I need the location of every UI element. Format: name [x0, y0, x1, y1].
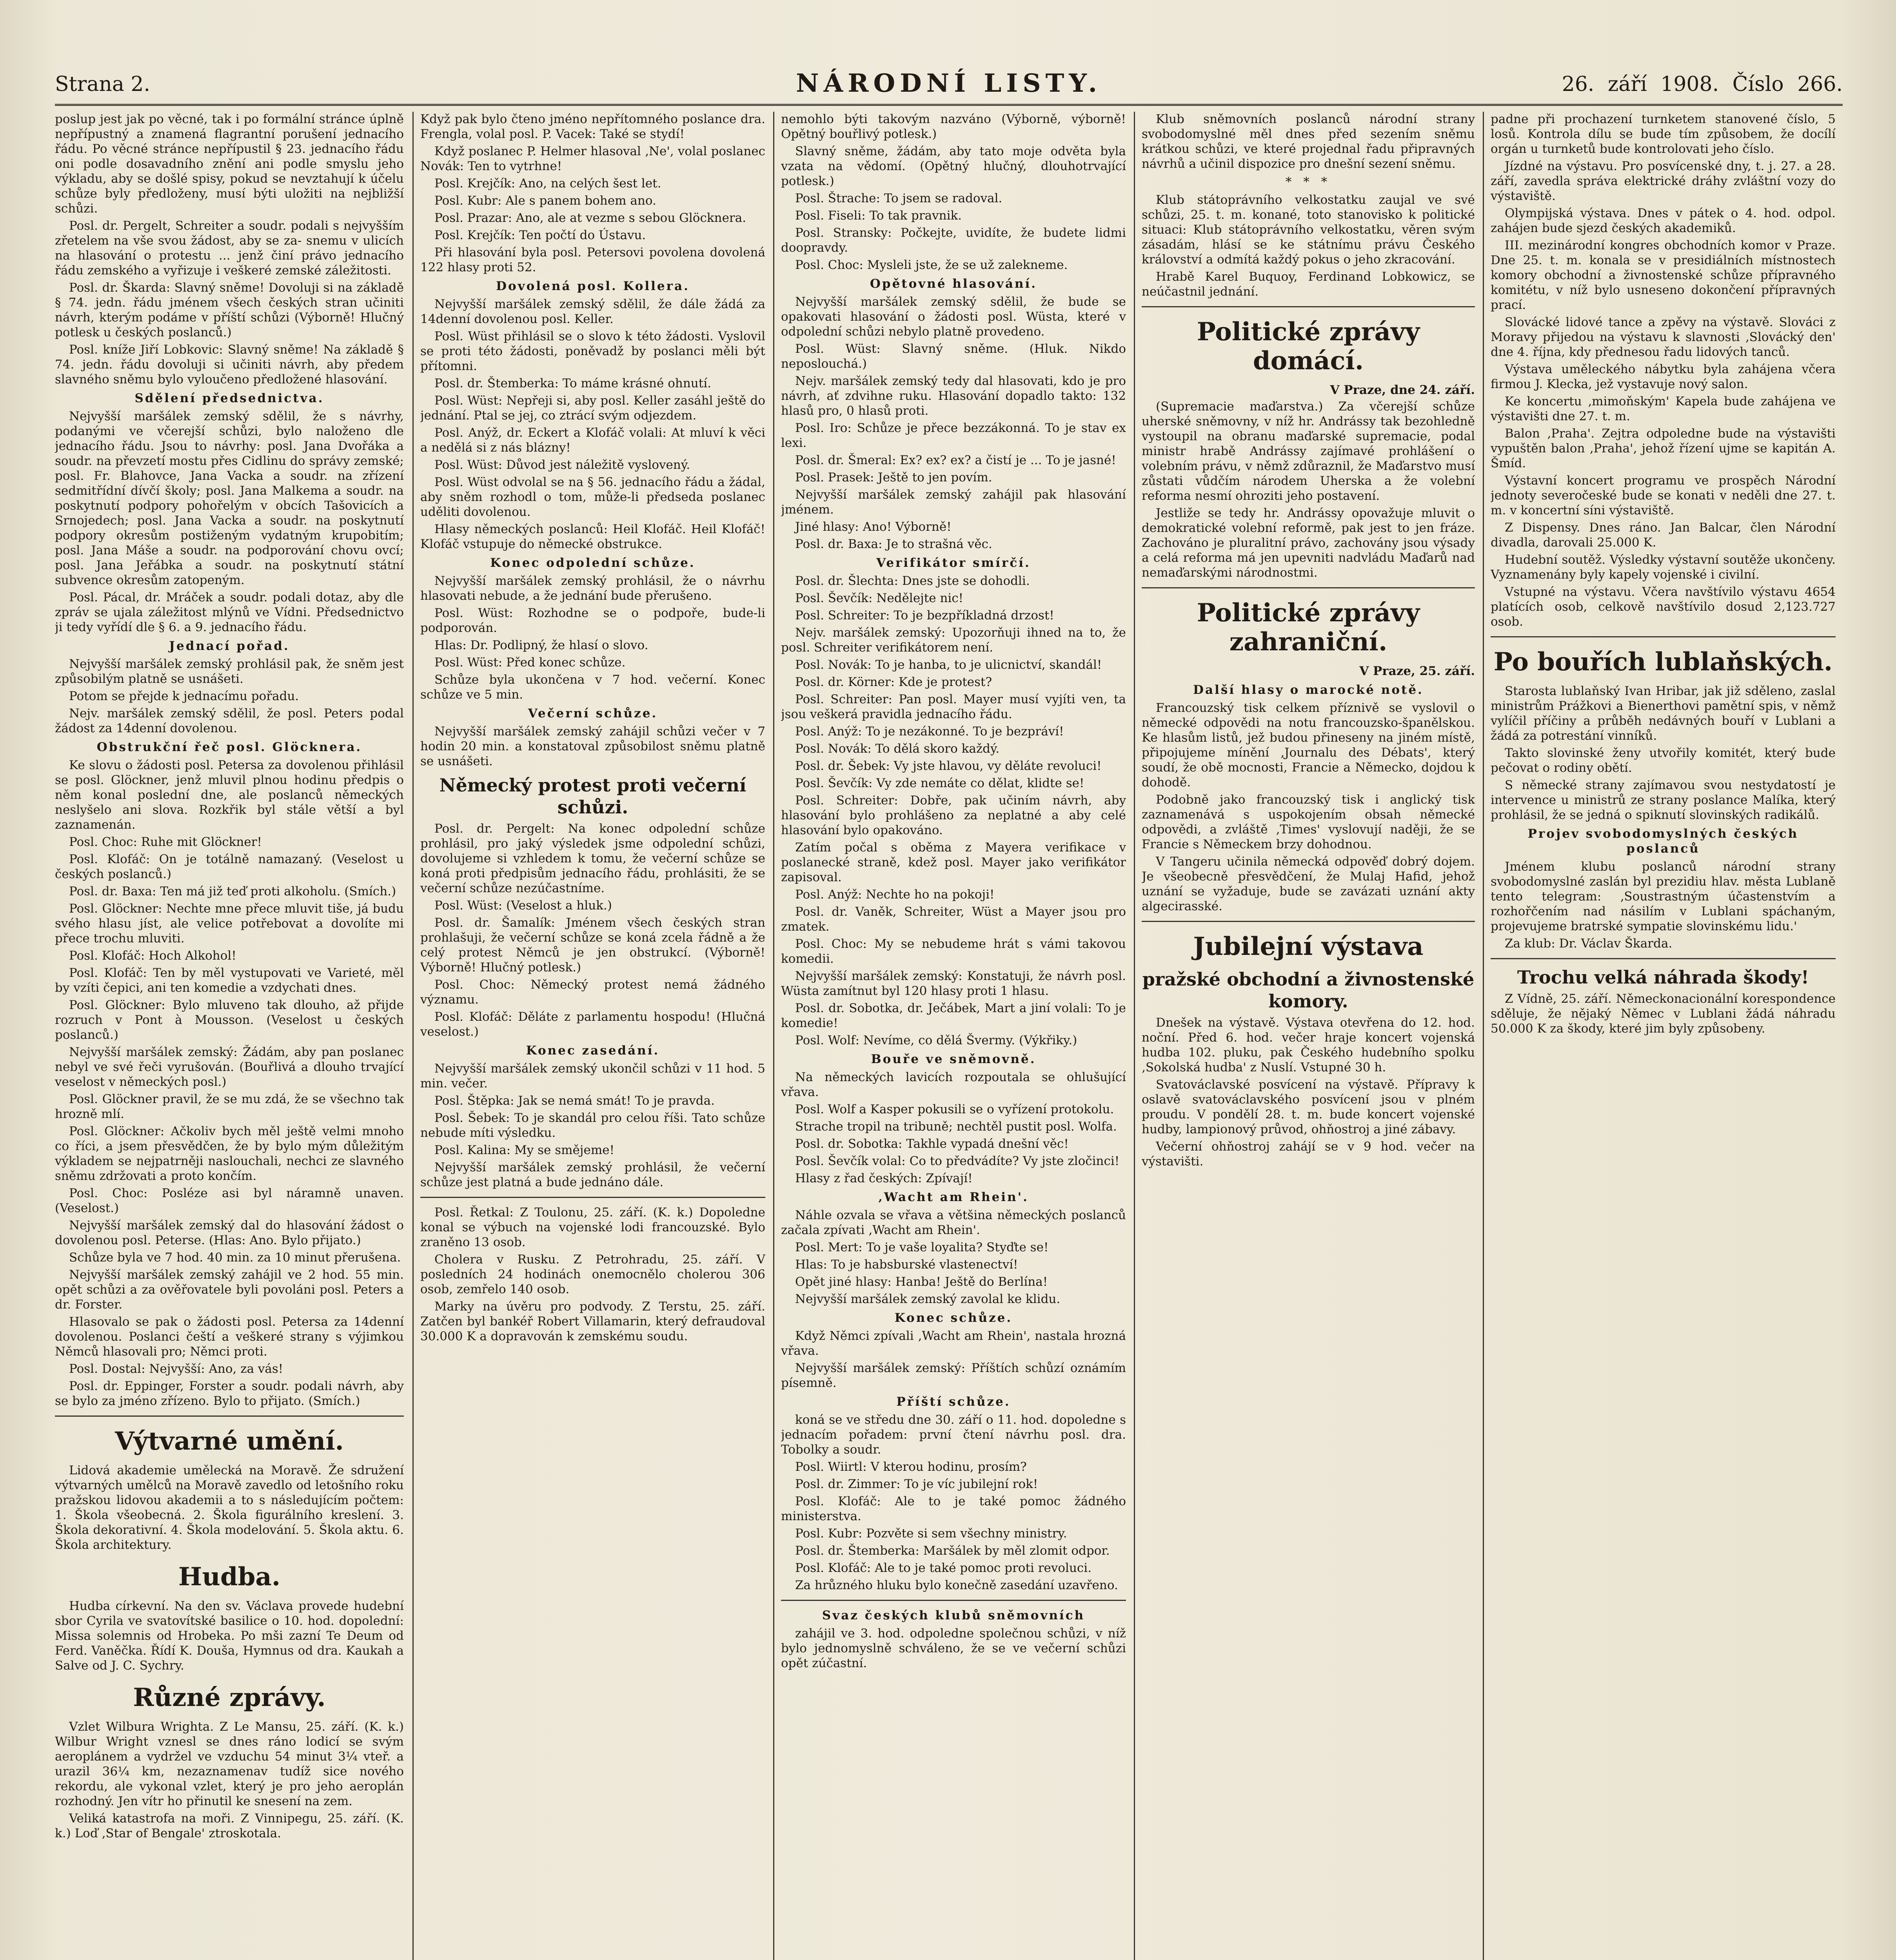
paragraph: poslup jest jak po věcné, tak i po formální stránce úplně nepřípustný a znamená flagrantní porušení jednacího řádu. Po věcné stránce nepřípustil § 23. jednacího řádu oni podle dosavadního znění ani podle smyslu jeho výkladu, aby se došlé spisy, pokud se nevztahují k účelu schůze byly předloženy, musí býti uložiti na nejbližší schůzi. [55, 112, 404, 216]
paragraph: Posl. Glöckner: Ačkoliv bych měl ještě velmi mnoho co říci, a jsem přesvědčen, že by bylo mým důležitým výkladem se nejpatrněji naslouchali, nechci ze slavného sněmu zdržovati a proto končím. [55, 1124, 404, 1183]
paragraph: Posl. Wüst: Rozhodne se o podpoře, bude-li podporován. [420, 606, 765, 635]
paragraph: Posl. Anýž: To je nezákonné. To je bezpráví! [795, 724, 1064, 739]
paragraph: Na německých lavicích rozpoutala se ohlušující vřava. [781, 1070, 1126, 1099]
paragraph: Posl. Dostal: Nejvyšší: Ano, za vás! [69, 1362, 283, 1376]
column-3 [781, 112, 1126, 1960]
paragraph: Posl. Glöckner: Bylo mluveno tak dlouho, až přijde rozruch v Pont à Mousson. (Veselost u českých poslanců.) [55, 998, 404, 1042]
paragraph: Dnešek na výstavě. Výstava otevřena do 12. hod. noční. Před 6. hod. večer hraje koncert vojenská hudba 102. pluku, pak Českého hudebního spolku ‚Sokolská hudba' z Nuslí. Vstupné 30 h. [1142, 1016, 1475, 1074]
paragraph: Posl. Stransky: Počkejte, uvidíte, že budete lidmi doopravdy. [781, 226, 1126, 255]
paragraph: Posl. Štrache: To jsem se radoval. [795, 191, 1002, 205]
paragraph: Posl. Prazar: Ano, ale at vezme s sebou Glöcknera. [434, 211, 746, 225]
paragraph: Posl. Novák: To je hanba, to je ulicnictví, skandál! [795, 658, 1102, 672]
paragraph: Posl. Wolf a Kasper pokusili se o vyřízení protokolu. [795, 1102, 1114, 1116]
paragraph: Nejvyšší maršálek zemský dal do hlasování žádost o dovolenou posl. Peterse. (Hlas: Ano. Bylo přijato.) [55, 1218, 404, 1247]
section-title: Jubilejní výstava [1193, 932, 1424, 961]
paragraph: Posl. dr. Sobotka: Takhle vypadá dnešní věc! [795, 1137, 1069, 1151]
dateline: V Praze, 25. září. [1359, 664, 1475, 678]
paragraph: Posl. dr. Körner: Kde je protest? [795, 675, 992, 689]
paragraph: Posl. Klofáč: Ten by měl vystupovati ve Varieté, měl by vzíti čepici, ani ten komedie a vzdychati dnes. [55, 966, 404, 995]
column-4 [1142, 112, 1475, 1960]
paragraph: Posl. dr. Šlechta: Dnes jste se dohodli. [795, 574, 1030, 588]
paragraph: Nejvyšší maršálek zemský zahájil ve 2 hod. 55 min. opět schůzi a za ověřovatele byli povoláni posl. Peters a dr. Forster. [55, 1268, 404, 1312]
paragraph: nemohlo býti takovým nazváno (Výborně, výborně! Opětný bouřlivý potlesk.) [781, 112, 1126, 141]
paragraph: Posl. Choc: My se nebudeme hrát s vámi takovou komedii. [781, 937, 1126, 966]
page-header [55, 69, 1843, 106]
paragraph: Jízdné na výstavu. Pro posvícenské dny, t. j. 27. a 28. září, zavedla správa elektrické dráhy zvláštní vozy do výstaviště. [1491, 159, 1836, 203]
section-heading: Příští schůze. [896, 1395, 1011, 1409]
paragraph: Posl. Choc: Posléze asi byl náramně unaven. (Veselost.) [55, 1186, 404, 1215]
paragraph: Posl. dr. Vaněk, Schreiter, Wüst a Mayer jsou pro zmatek. [781, 905, 1126, 934]
paragraph: Hlasy německých poslanců: Heil Klofáč. Heil Klofáč! Klofáč vstupuje do německé obstrukce. [420, 522, 765, 551]
paragraph: Hlas: To je habsburské vlastenectví! [795, 1258, 1018, 1272]
paragraph: Jménem klubu poslanců národní strany svobodomyslné zaslán byl prezidiu hlav. města Lublaně tento telegram: ‚Soustrastným účastenstvím a rozhořčením nad násilím v Lublani spáchaným, projevujeme bratrské sympatie slovinskému lidu.' [1491, 860, 1836, 933]
divider [1491, 636, 1836, 637]
paragraph: Posl. Wiirtl: V kterou hodinu, prosím? [795, 1460, 1027, 1474]
paragraph: Posl. Choc: Ruhe mit Glöckner! [69, 835, 262, 849]
paragraph: Opět jiné hlasy: Hanba! Ještě do Berlína! [795, 1275, 1048, 1289]
paragraph: zahájil ve 3. hod. odpoledne společnou schůzi, v níž bylo jednomyslně schváleno, že se ve večerní schůzi opět zúčastní. [781, 1626, 1126, 1670]
divider [1491, 958, 1836, 959]
paragraph: Posl. dr. Zimmer: To je víc jubilejní rok! [795, 1477, 1038, 1491]
paragraph: Posl. Kalina: My se smějeme! [434, 1143, 615, 1157]
divider [1142, 587, 1475, 588]
divider [1142, 921, 1475, 922]
section-title: Různé zprávy. [133, 1683, 326, 1712]
paragraph: Posl. Choc: Mysleli jste, že se už zalekneme. [795, 258, 1068, 272]
paragraph: Posl. Fiseli: To tak pravnik. [795, 209, 962, 223]
section-heading: Bouře ve sněmovně. [871, 1052, 1036, 1066]
paragraph: Posl. dr. Šebek: Vy jste hlavou, vy děláte revoluci! [795, 759, 1102, 773]
divider [420, 1197, 765, 1198]
section-heading: Obstrukční řeč posl. Glöcknera. [96, 740, 362, 754]
paragraph: Posl. Schreiter: Pan posl. Mayer musí vyjíti ven, ta jsou veškerá pravidla jednacího řádu. [781, 692, 1126, 721]
paragraph: Jiné hlasy: Ano! Výborně! [795, 520, 952, 534]
paragraph: Posl. Řetkal: Z Toulonu, 25. září. (K. k.) Dopoledne konal se výbuch na vojenské lodi francouzské. Bylo zraněno 13 osob. [420, 1205, 765, 1249]
section-title: Výtvarné umění. [115, 1426, 344, 1456]
article-heading: Trochu velká náhrada škody! [1517, 967, 1809, 988]
paragraph: Nejvyšší maršálek zemský: Příštích schůzí oznámím písemně. [781, 1361, 1126, 1390]
section-heading: Jednací pořad. [169, 639, 290, 653]
article-heading: Další hlasy o marocké notě. [1193, 683, 1424, 697]
section-title: Politické zprávy domácí. [1197, 317, 1420, 376]
issue-date: 26. září 1908. Číslo 266. [1562, 73, 1843, 96]
paragraph: Nejvyšší maršálek zemský sdělil, že bude se opakovati hlasování o žádosti posl. Wüsta, které v odpolední schůzi nebylo platně provedeno. [781, 295, 1126, 339]
paragraph: Slavný sněme, žádám, aby tato moje odvěta byla vzata na vědomí. (Opětný hlučný, dlouhotrvající potlesk.) [781, 144, 1126, 188]
paragraph: Posl. Krejčík: Ano, na celých šest let. [434, 176, 661, 191]
paragraph: Posl. Wüst: Slavný sněme. (Hluk. Nikdo neposlouchá.) [781, 342, 1126, 371]
paragraph: Posl. Klofáč: On je totálně namazaný. (Veselost u českých poslanců.) [55, 852, 404, 881]
section-heading: Konec odpolední schůze. [490, 556, 696, 570]
paragraph: Když poslanec P. Helmer hlasoval ‚Ne', volal poslanec Novák: Ten to vytrhne! [420, 144, 765, 173]
section-heading: Konec zasedání. [526, 1044, 660, 1058]
section-heading: Verifikátor smírčí. [876, 556, 1031, 570]
paragraph: Posl. dr. Eppinger, Forster a soudr. podali návrh, aby se bylo za jméno zřízeno. Bylo to přijato. (Smích.) [55, 1379, 404, 1408]
section-title: Hudba. [178, 1562, 281, 1592]
dateline: V Praze, dne 24. září. [1330, 383, 1475, 397]
article-heading: Projev svobodomyslných českých poslanců [1527, 827, 1799, 856]
paragraph: Nejvyšší maršálek zemský zavolal ke klidu. [795, 1292, 1061, 1306]
paragraph: Posl. dr. Štemberka: To máme krásné ohnutí. [434, 376, 711, 390]
paragraph: Posl. Krejčík: Ten počtí do Ústavu. [434, 228, 646, 242]
paragraph: Posl. dr. Škarda: Slavný sněme! Dovoluji si na základě § 74. jedn. řádu jménem všech českých stran učiniti návrh, kterým podáme v příští schůzi (Výborně! Hlučný potlesk u českých poslanců.) [55, 281, 404, 339]
column-rule [773, 112, 774, 1960]
section-title: Po bouřích lublaňských. [1493, 647, 1833, 677]
paragraph: Posl. dr. Šmeral: Ex? ex? ex? a čistí je ... To je jasné! [795, 453, 1116, 467]
divider [781, 1600, 1126, 1601]
paragraph: (Supremacie maďarstva.) Za včerejší schůze uherské sněmovny, v níž hr. Andrássy tak bezohledně vystoupil na obranu maďarské supremacie, podal ministr hrabě Andrássy zajímavé prohlášení o volebním právu, v němž zdůraznil, že Maďarstvo musí zůstati vůdčím národem Uherska a že volební reforma nesmí ohroziti jeho postavení. [1142, 399, 1475, 503]
separator: * * * [1285, 175, 1331, 189]
article-heading: Německý protest proti večerní schůzi. [439, 775, 746, 818]
paragraph: Náhle ozvala se vřava a většina německých poslanců začala zpívati ‚Wacht am Rhein'. [781, 1208, 1126, 1237]
paragraph: Vzlet Wilbura Wrighta. Z Le Mansu, 25. září. (K. k.) Wilbur Wright vznesl se dnes ráno lodicí se svým aeroplánem a vydržel ve vzduchu 54 minut 3¼ vteř. a urazil 36¼ km, nezaznamenav tudíž sice nového rekordu, ale vykonal vzlet, který je pro jeho aeroplán rozhodný. Jen vítr ho přinutil ke snesení na zem. [55, 1720, 404, 1808]
paragraph: Posl. Novák: To dělá skoro každý. [795, 742, 1000, 756]
paragraph: Klub státoprávního velkostatku zaujal ve své schůzi, 25. t. m. konané, toto stanovisko k politické situaci: Klub státoprávního velkostatku, věren svým zásadám, hlásí se ke státnímu právu Českého království a odmítá každý pokus o jeho zkracování. [1142, 193, 1475, 267]
paragraph: Posl. dr. Baxa: Je to strašná věc. [795, 537, 992, 551]
paragraph: Svatováclavské posvícení na výstavě. Přípravy k oslavě svatováclavského posvícení jsou v plném proudu. V pondělí 28. t. m. bude koncert vojenské hudby, lampionový průvod, ohňostroj a jiné zábavy. [1142, 1078, 1475, 1136]
divider [55, 1416, 404, 1417]
paragraph: Výstavní koncert programu ve prospěch Národní jednoty severočeské bude se konati v neděli dne 27. t. m. v koncertní síni výstaviště. [1491, 474, 1836, 517]
paragraph: Posl. Kubr: Ale s panem bohem ano. [434, 194, 656, 208]
section-heading: Večerní schůze. [528, 706, 658, 720]
paragraph: Posl. Prasek: Ještě to jen povím. [795, 470, 992, 485]
paragraph: Klub sněmovních poslanců národní strany svobodomyslné měl dnes před sezením sněmu krátkou schůzi, ve které projednal řadu připravných návrhů a učinil dispozice pro dnešní sezení sněmu. [1142, 112, 1475, 171]
divider [1142, 306, 1475, 307]
paragraph: Posl. Kubr: Pozvěte si sem všechny ministry. [795, 1526, 1067, 1541]
paragraph: Nejv. maršálek zemský: Upozorňuji ihned na to, že posl. Schreiter verifikátorem není. [781, 626, 1126, 655]
paragraph: Nejvyšší maršálek zemský: Žádám, aby pan poslanec nebyl ve své řeči vyrušován. (Bouřlivá a dlouho trvající veselost v německých posl.) [55, 1045, 404, 1089]
section-heading: ‚Wacht am Rhein'. [878, 1190, 1029, 1204]
paragraph: III. mezinárodní kongres obchodních komor v Praze. Dne 25. t. m. konala se v presidiálních místnostech komory obchodní a živnostenské schůze přípravného komitétu, v níž bylo usneseno dokončení přípravných prací. [1491, 238, 1836, 312]
paragraph: Posl. Klofáč: Hoch Alkohol! [69, 949, 236, 963]
paragraph: Posl. Wüst přihlásil se o slovo k této žádosti. Vyslovil se proti této žádosti, poněvadž by poslanci měli být přítomni. [420, 329, 765, 373]
newspaper-title: NÁRODNÍ LISTY. [796, 69, 1102, 98]
paragraph: Nejvyšší maršálek zemský ukončil schůzi v 11 hod. 5 min. večer. [420, 1062, 765, 1091]
paragraph: Hudební soutěž. Výsledky výstavní soutěže ukončeny. Vyznamenány byly kapely vojenské i civilní. [1491, 553, 1836, 582]
paragraph: Nejv. maršálek zemský sdělil, že posl. Peters podal žádost za 14denní dovolenou. [55, 706, 404, 735]
paragraph: Z Vídně, 25. září. Německonacionální korespondence sděluje, že nějaký Němec v Lublani žádá náhradu 50.000 K za škody, které jim byly způsobeny. [1491, 992, 1836, 1036]
column-rule [412, 112, 414, 1960]
paragraph: Za klub: Dr. Václav Škarda. [1505, 936, 1673, 951]
paragraph: Jestliže se tedy hr. Andrássy opovažuje mluvit o demokratické volební reformě, pak jest to jen fráze. Zachováno je pluralitní právo, zachovány jsou výsady a celá reforma má jen upevniti nadvládu Maďarů nad nemaďarskými národnostmi. [1142, 506, 1475, 580]
paragraph: Ke koncertu ‚mimoňským' Kapela bude zahájena ve výstavišti dne 27. t. m. [1491, 394, 1836, 423]
paragraph: Když pak bylo čteno jméno nepřítomného poslance dra. Frengla, volal posl. P. Vacek: Také se stydí! [420, 112, 765, 141]
paragraph: Posl. Anýž, dr. Eckert a Klofáč volali: At mluví k věci a nedělá si z nás blázny! [420, 426, 765, 455]
paragraph: Posl. Glöckner pravil, že se mu zdá, že se všechno tak hrozně mlí. [55, 1092, 404, 1121]
paragraph: Posl. Šebek: To je skandál pro celou říši. Tato schůze nebude míti výsledku. [420, 1111, 765, 1140]
paragraph: Nejvyšší maršálek zemský prohlásil pak, že sněm jest způsobilým platně se usnášeti. [55, 657, 404, 686]
paragraph: padne při prochazení turnketem stanovené číslo, 5 losů. Kontrola dílu se bude tím způsobem, že docílí orgán u turnketů bude kontrolovati jeho číslo. [1491, 112, 1836, 156]
paragraph: Posl. Mert: To je vaše loyalita? Styďte se! [795, 1240, 1049, 1254]
paragraph: Posl. Ševčík volal: Co to předvádíte? Vy jste zločinci! [795, 1154, 1120, 1168]
paragraph: Posl. Wüst odvolal se na § 56. jednacího řádu a žádal, aby sněm rozhodl o tom, může-li předseda poslanec uděliti dovolenou. [420, 475, 765, 519]
paragraph: Posl. Wüst: Důvod jest náležitě vyslovený. [434, 458, 690, 472]
paragraph: Posl. Klofáč: Ale to je také pomoc žádného ministerstva. [781, 1494, 1126, 1523]
paragraph: V Tangeru učinila německá odpověď dobrý dojem. Je všeobecně přesvědčení, že Mulaj Hafid, jehož uznání se vyžaduje, bude se zavázati uznání akty algecirasské. [1142, 855, 1475, 913]
paragraph: Z Dispensy. Dnes ráno. Jan Balcar, člen Národní divadla, darovali 25.000 K. [1491, 521, 1836, 550]
paragraph: Strache tropil na tribuně; nechtěl pustit posl. Wolfa. [795, 1120, 1117, 1134]
paragraph: Posl. dr. Štemberka: Maršálek by měl zlomit odpor. [795, 1544, 1110, 1558]
paragraph: Veliká katastrofa na moři. Z Vinnipegu, 25. září. (K. k.) Loď ‚Star of Bengale' ztroskotala. [55, 1811, 404, 1840]
section-heading: Konec schůze. [894, 1311, 1013, 1325]
paragraph: Olympijská výstava. Dnes v pátek o 4. hod. odpol. zahájen bude sjezd českých akademiků. [1491, 206, 1836, 235]
section-heading: Sdělení předsednictva. [134, 391, 324, 405]
paragraph: Nejvyšší maršálek zemský prohlásil, že večerní schůze jest platná a bude jednáno dále. [420, 1160, 765, 1189]
paragraph: Hudba církevní. Na den sv. Václava provede hudební sbor Cyrila ve svatovítské basilice o 10. hod. dopolední: Missa solemnis od Hrobeka. Po mši zazní Te Deum od Ferd. Vaněčka. Řídí K. Douša, Hymnus od dra. Kaukah a Salve od J. C. Sychry. [55, 1599, 404, 1673]
paragraph: Posl. kníže Jiří Lobkovic: Slavný sněme! Na základě § 74. jedn. řádu dovoluji si učiniti návrh, aby předem slavného sněmu bylo vyloučeno předložené hlasování. [55, 343, 404, 387]
paragraph: Posl. dr. Pergelt: Na konec odpolední schůze prohlásil, pro jaký výsledek jsme odpolední schůzi, dovolujeme si vzhledem k tomu, že večerní schůze se koná proti předpisům jednacího řádu, prohlásiti, že se večerní schůze nezúčastníme. [420, 822, 765, 895]
paragraph: Posl. Wüst: (Veselost a hluk.) [434, 898, 612, 913]
paragraph: Posl. dr. Pergelt, Schreiter a soudr. podali s nejvyšším zřetelem na vše svou žádost, aby se za- snemu v ulicích na hlasování o protestu ... jenž činí právo jednacího řádu zemského a vyřizuje i veškeré zemské záležitosti. [55, 219, 404, 278]
section-subtitle: pražské obchodní a živnostenské komory. [1142, 969, 1475, 1012]
paragraph: Nejvyšší maršálek zemský prohlásil, že o návrhu hlasovati nebude, a že jednání bude přerušeno. [420, 574, 765, 603]
paragraph: Za hrůzného hluku bylo konečně zasedání uzavřeno. [795, 1578, 1118, 1592]
article-heading: Svaz českých klubů sněmovních [822, 1608, 1085, 1622]
paragraph: Večerní ohňostroj zahájí se v 9 hod. večer na výstavišti. [1142, 1140, 1475, 1169]
paragraph: Takto slovinské ženy utvořily komitét, který bude pečovat o rodiny obětí. [1491, 746, 1836, 775]
paragraph: Když Němci zpívali ‚Wacht am Rhein', nastala hrozná vřava. [781, 1329, 1126, 1358]
paragraph: Výstava uměleckého nábytku byla zahájena včera firmou J. Klecka, jež vystavuje nový salon. [1491, 362, 1836, 391]
paragraph: Nejv. maršálek zemský tedy dal hlasovati, kdo je pro návrh, ať zdvihne ruku. Hlasování dopadlo takto: 132 hlasů pro, 0 hlasů proti. [781, 374, 1126, 418]
paragraph: Posl. Wüst: Nepřeji si, aby posl. Keller zasáhl ještě do jednání. Ptal se jej, co ztrácí svým odjezdem. [420, 394, 765, 423]
paragraph: Marky na úvěru pro podvody. Z Terstu, 25. září. Zatčen byl bankéř Robert Villamarin, který defraudoval 30.000 K a dopravován k zemskému soudu. [420, 1299, 765, 1343]
paragraph: Posl. dr. Sobotka, dr. Ječábek, Mart a jiní volali: To je komedie! [781, 1001, 1126, 1030]
paragraph: Hrabě Karel Buquoy, Ferdinand Lobkowicz, se neúčastnil jednání. [1142, 270, 1475, 299]
paragraph: Schůze byla ve 7 hod. 40 min. za 10 minut přerušena. [69, 1250, 401, 1265]
paragraph: koná se ve středu dne 30. září o 11. hod. dopoledne s jednacím pořadem: první čtení návrhu posl. dra. Tobolky a soudr. [781, 1413, 1126, 1457]
paragraph: Posl. dr. Baxa: Ten má již teď proti alkoholu. (Smích.) [69, 884, 396, 898]
paragraph: S německé strany zajímavou svou nestydatostí je intervence u ministrů ze strany poslance Malíka, který prohlásil, že se jedná o spiknutí slovinských radikálů. [1491, 778, 1836, 822]
paragraph: Nejvyšší maršálek zemský: Konstatuji, že návrh posl. Wüsta zamítnut byl 120 hlasy proti 1 hlasu. [781, 969, 1126, 998]
paragraph: Ke slovu o žádosti posl. Petersa za dovolenou přihlásil se posl. Glöckner, jenž mluvil plnou hodinu předpis o něm konal poslední dne, ale poslanců německých neslyšelo ani slova. Rozkřik byl stále větší a byl zaznamenán. [55, 758, 404, 832]
paragraph: Posl. Štěpka: Jak se nemá smát! To je pravda. [434, 1094, 715, 1108]
paragraph: Slovácké lidové tance a zpěvy na výstavě. Slováci z Moravy přijedou na výstavu k slavnosti ‚Slovácký den' dne 4. října, kdy přednesou řadu lidových tanců. [1491, 315, 1836, 359]
paragraph: Hlas: Dr. Podlipný, že hlasí o slovo. [434, 638, 648, 652]
section-title: Politické zprávy zahraniční. [1197, 598, 1420, 657]
paragraph: Posl. Ševčík: Nedělejte nic! [795, 591, 964, 605]
paragraph: Francouzský tisk celkem příznivě se vyslovil o německé odpovědi na notu francouzsko-španělskou. Ke hlasům listů, jež budou přineseny na jiném místě, připojujeme mínění ‚Journalu des Débats', který soudí, že obě mocnosti, Francie a Německo, dojdou k dohodě. [1142, 701, 1475, 789]
paragraph: Posl. Klofáč: Ale to je také pomoc proti revoluci. [795, 1561, 1092, 1575]
paragraph: Posl. Schreiter: Dobře, pak učiním návrh, aby hlasování bylo prohlášeno za neplatné a aby celé hlasování bylo opakováno. [781, 793, 1126, 837]
paragraph: Posl. dr. Šamalík: Jménem všech českých stran prohlašuji, že večerní schůze se koná zcela řádně a že celý protest Němců je jen obstrukcí. (Výborně! Výborně! Hlučný potlesk.) [420, 916, 765, 975]
paragraph: Potom se přejde k jednacímu pořadu. [69, 689, 299, 703]
column-rule [1483, 112, 1484, 1960]
paragraph: Posl. Pácal, dr. Mráček a soudr. podali dotaz, aby dle zpráv se ujala záležitost mlýnů ve Vídni. Předsednictvo ji tedy vyřídí dle § 6. a 9. jednacího řádu. [55, 590, 404, 634]
paragraph: Posl. Klofáč: Děláte z parlamentu hospodu! (Hlučná veselost.) [420, 1010, 765, 1039]
paragraph: Cholera v Rusku. Z Petrohradu, 25. září. V posledních 24 hodinách onemocnělo cholerou 306 osob, zemřelo 140 osob. [420, 1252, 765, 1296]
column-1 [55, 112, 404, 1960]
section-heading: Dovolená posl. Kollera. [496, 279, 690, 293]
paragraph: Nejvyšší maršálek zemský zahájil schůzi večer v 7 hodin 20 min. a konstatoval způsobilost sněmu platně se usnášeti. [420, 724, 765, 768]
paragraph: Zatím počal s oběma z Mayera verifikace v poslanecké straně, kdež posl. Mayer jako verifikátor zapisoval. [781, 840, 1126, 884]
page-number: Strana 2. [55, 73, 151, 96]
paragraph: Hlasovalo se pak o žádosti posl. Petersa za 14denní dovolenou. Poslanci čeští a veškeré strany s výjimkou Němců hlasovali pro; Němci proti. [55, 1315, 404, 1359]
column-2 [420, 112, 765, 1960]
section-heading: Opětovné hlasování. [870, 277, 1037, 291]
paragraph: Posl. Schreiter: To je bezpříkladná drzost! [795, 608, 1054, 622]
paragraph: Podobně jako francouzský tisk i anglický tisk zaznamenává s uspokojením obsah německé odpovědi, a zvláště ‚Times' vyslovují naději, že se Francie s Německem brzy dohodnou. [1142, 793, 1475, 851]
paragraph: Posl. Wolf: Nevíme, co dělá Švermy. (Výkřiky.) [795, 1033, 1077, 1047]
paragraph: Hlasy z řad českých: Zpívají! [795, 1171, 973, 1185]
column-5 [1491, 112, 1836, 1960]
paragraph: Starosta lublaňský Ivan Hribar, jak již sděleno, zaslal ministrům Prážkovi a Bienerthovi pamětní spis, v němž vylíčil příčiny a průběh nedávných bouří v Lublani a žádá za potrestání vinníků. [1491, 684, 1836, 743]
paragraph: Posl. Anýž: Nechte ho na pokoji! [795, 887, 995, 902]
paragraph: Balon ‚Praha'. Zejtra odpoledne bude na výstavišti vypuštěn balon ‚Praha', jehož řízení ujme se kapitán A. Šmíd. [1491, 426, 1836, 470]
paragraph: Nejvyšší maršálek zemský sdělil, že dále žádá za 14denní dovolenou posl. Keller. [420, 297, 765, 326]
paragraph: Nejvyšší maršálek zemský zahájil pak hlasování jménem. [781, 488, 1126, 517]
paragraph: Posl. Wüst: Před konec schůze. [434, 655, 626, 670]
paragraph: Posl. Ševčík: Vy zde nemáte co dělat, klidte se! [795, 776, 1084, 790]
paragraph: Posl. Choc: Německý protest nemá žádného významu. [420, 978, 765, 1007]
paragraph: Při hlasování byla posl. Petersovi povolena dovolená 122 hlasy proti 52. [420, 245, 765, 274]
paragraph: Posl. Iro: Schůze je přece bezzákonná. To je stav ex lexi. [781, 421, 1126, 450]
paragraph: Lidová akademie umělecká na Moravě. Že sdružení výtvarných umělců na Moravě zavedlo od letošního roku pražskou lidovou akademii a to s následujícím počtem: 1. Škola všeobecná. 2. Škola figurálního kreslení. 3. Škola dekorativní. 4. Škola modelování. 5. Škola aktu. 6. Škola architektury. [55, 1463, 404, 1552]
paragraph: Schůze byla ukončena v 7 hod. večerní. Konec schůze ve 5 min. [420, 673, 765, 702]
paragraph: Posl. Glöckner: Nechte mne přece mluvit tiše, já budu svého hlasu jíst, ale velice potřebovat a dovolíte mi přece trochu mluviti. [55, 902, 404, 946]
column-rule [1134, 112, 1135, 1960]
paragraph: Nejvyšší maršálek zemský sdělil, že s návrhy, podanými ve včerejší schůzi, bylo naloženo dle jednacího řádu. Jsou to návrhy: posl. Jana Dvořáka a soudr. na převzetí mostu přes Cidlinu do správy zemské; posl. Fr. Blahovce, Jana Vacka a soudr. na zřízení sedmitřídní dívčí školy; posl. Jana Malkema a soudr. na poskytnutí podpory pohořelým v obcích Tašovicích a Srnojedech; posl. Jana Vacka a soudr. na poskytnutí podpory okresům postiženým vydatným krupobitím; posl. Jana Máše a soudr. na podporování chovu ovcí; posl. Jana Jeřábka a soudr. na poskytnutí státní subvence okresům zatopeným. [55, 409, 404, 587]
paragraph: Vstupné na výstavu. Včera navštívilo výstavu 4654 platících osob, celkově navštívilo dosud 2,123.727 osob. [1491, 585, 1836, 629]
